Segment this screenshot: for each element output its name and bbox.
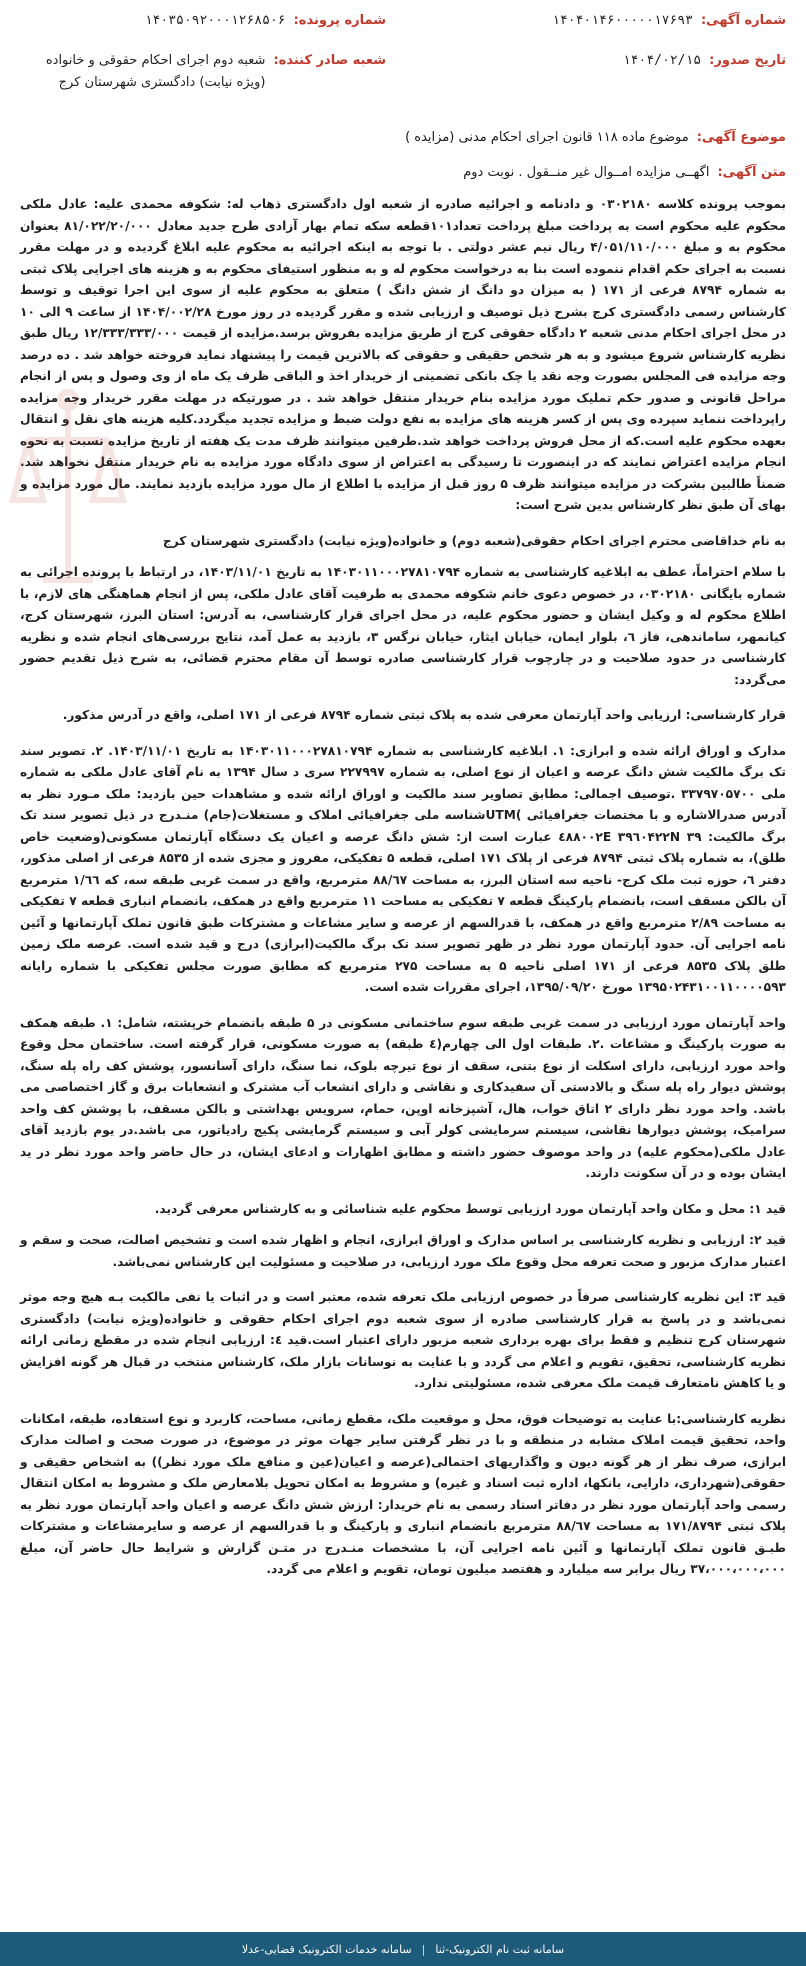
issue-date-row [406,50,786,72]
case-number-value: ۱۴۰۳۵۰۹۲۰۰۰۱۲۶۸۵۰۶ [144,13,286,28]
issue-date-label: تاریخ صدور: [709,53,786,68]
footer-bar [0,1932,806,1966]
meta-left-column [20,10,386,112]
expert-opinion-paragraph: نظریه کارشناسی:با عنایت به توضیحات فوق، محل و موقعیت ملک، مقطع زمانی، مساحت، کاربرد و نوع استفاده، طبقه، امکانات واحد، تحقیق قیمت املاک مشابه در منطقه و با در نظر گرفتن سایر جهات موثر در موضوع، در صورت صحت و اصالت مدارک ابرازی، صرف نظر از هر گونه دیون و واگذاریهای احتمالی(عرصه و اعیان(عین و منافع ملک مورد نظر)) به اشخاص حقیقی و حقوقی(شهرداری، دارایی، بانکها، اداره ثبت اسناد و غیره) و مشروط به امکان تحویل بلامعارض ملک و مشروط به امکان انتقال رسمی واحد آپارتمان مورد نظر در دفاتر اسناد رسمی به نام خریدار: ارزش شش دانگ عرصه و اعیان واحد آپارتمان مورد نظر به پلاک ثبتی ۱۷۱/۸۷۹۴ به مساحت ۸۸/٦۷ مترمربع بانضمام انباری و پارکینگ و با قدرالسهم از عرصه و سایرمشاعات و مشترکات طبـق قانون تملک آپارتمانها و آئین نامه اجرایی آن، با مشخصات منـدرج در متـن گزارش و شرایط حال حاضر آن، مبلغ ۳۷،۰۰۰،۰۰۰،۰۰۰ ریال برابر سه میلیارد و هفتصد میلیون تومان، تقویم و اعلام می گردد. [20,1411,786,1576]
auction-paragraph: بموجب پرونده کلاسه ۰۳۰۲۱۸۰ و دادنامه و اجرائیه صادره از شعبه اول دادگستری ذهاب له: شکوفه محمدی علیه: عادل ملکی محکوم علیه محکوم است به پرداخت مبلغ پرداخت تعداد۱۰۱قطعه سکه تمام بهار آزادی طرح جدید معادل ۸۱/۰۲۲/۲۰/۰۰۰ بعنوان محکوم به و مبلغ ۴/۰۵۱/۱۱۰/۰۰۰ ریال نیم عشر دولتی . با توجه به اینکه اجرائیه به محکوم علیه ابلاغ گردیده و در مهلت مقرر نسبت به اجرای حکم اقدام ننموده است بنا به درخواست محکوم له و به منظور استیفای محکوم به و هزینه های اجرایی پلاک ثبتی به شماره ۸۷۹۴ فرعی از ۱۷۱ ( به میزان دو دانگ از شش دانگ ) متعلق به محکوم علیه از سوی این اجرا توقیف و توسط کارشناس رسمی دادگستری کرج بشرح ذیل توصیف و ارزیابی شده و مقرر گردیده در روز مورخ ۱۴۰۴/۰۰۲/۲۸ از ساعت ۹ الی ۱۰ در محل اجرای احکام مدنی شعبه ۲ دادگاه حقوقی کرج از طریق مزایده بفروش برسد.مزایده از قیمت ۱۲/۳۳۳/۳۳۳/۰۰۰ ریال طبق نظریه کارشناس شروع میشود و به هر شخص حقیقی و حقوقی که بالاترین قیمت را پیشنهاد نماید فروخته خواهد شد . ده درصد وجه مزایده فی المجلس بصورت وجه نقد یا چک بانکی تضمینی از خریدار اخذ و الباقی ظرف یک ماه از وی وصول و پس از انجام مراحل قانونی و صدور حکم تملیک مورد مزایده بنام خریدار منتقل خواهد شد . در صورتیکه در مهلت مقرر خریدار وجه مزایده راپرداخت ننماید سپرده وی پس از کسر هزینه های مزایده به نفع دولت ضبط و مزایده تجدید میگردد.کلیه هزینه های نقل و انتقال بعهده محکوم علیه است.که از محل فروش پرداخت خواهد شد.طرفین میتوانند ظرف مدت یک هفته از تاریخ مزایده نسبت به نحوه انجام مزایده اعتراض نمایند که در اینصورت تا رسیدگی به اعتراض از سوی دادگاه مورد مزایده به نام خریدار منتقل نخواهد شد. ضمناً طالبین بشرکت در مزایده میتوانند ظرف ۵ روز قبل از مزایده با اطلاع از مال مورد مزایده بازدید نمایند. مال مورد مزایده و بهای آن طبق نظر کارشناس بدین شرح است: [20,197,787,512]
subject-value: موضوع ماده ۱۱۸ قانون اجرای احکام مدنی (مزایده ) [405,130,689,145]
expert-intro-paragraph: با سلام احتراماً، عطف به ابلاغیه کارشناسی به شماره ۱۴۰۳۰۱۱۰۰۰۲۷۸۱۰۷۹۴ به تاریخ ۱۴۰۳/۱۱/۰۱، در ارتباط با پرونده اجرائی به شماره بایگانی ۰۳۰۲۱۸۰، در خصوص دعوی خانم شکوفه محمدی به طرفیت آقای عادل ملکی، پس از انجام هماهنگی های لازم، با اطلاع محکوم له و وکیل ایشان و حضور محکوم علیه، در محل اجرای قرار کارشناسی، به آدرس: استان البرز، شهرستان کرج، کیانمهر، ساماندهی، فاز ٦، بلوار ایمان، خیابان ایثار، خیابان نرگس ۳، بازدید به عمل آمد، نتایج بررسی‌های انجام شده و نظریه کارشناسی در حدود صلاحیت و در چارچوب قرار کارشناسی صادره توسط آن مقام محترم قضائی، به شرح ذیل تقدیم حضور می‌گردد: [20,565,787,687]
ad-number-label: شماره آگهی: [700,13,786,28]
ad-meta [20,10,786,128]
meta-right-column [406,10,786,90]
subject-label: موضوع آگهی: [696,130,786,145]
case-number-row [20,10,386,32]
issuer-label: شعبه صادر کننده: [273,53,386,68]
expert-greeting: به نام خداقاضی محترم اجرای احکام حقوقی(شعبه دوم) و خانواده(ویژه نیابت) دادگستری شهرستان کرج [162,533,786,548]
issue-date-value: ۱۴۰۴/۰۲/۱۵ [622,53,702,68]
issuer-value: شعبه دوم اجرای احکام حقوقی و خانواده (ویژه نیابت) دادگستری شهرستان کرج [45,53,266,90]
body-title-row [20,165,786,180]
condition-2-paragraph: قید ۲: ارزیابی و نظریه کارشناسی بر اساس مدارک و اوراق ابرازی، انجام و اظهار شده است و تشخیص اصالت، صحت و سقم و اعتبار مدارک مزبور و صحت تعرفه محل وقوع ملک مورد ارزیابی، در صلاحیت و مسئولیت این کارشناس نمی‌باشد. [20,1233,786,1269]
footer-separator: | [421,1942,426,1956]
case-number-label: شماره پرونده: [293,13,386,28]
ad-number-value: ۱۴۰۴۰۱۴۶۰۰۰۰۰۱۷۶۹۳ [552,13,693,28]
body-label: متن آگهی: [717,165,786,180]
ad-body [20,194,786,1581]
footer-right-link[interactable]: سامانه ثبت نام الکترونیک-ثنا [435,1942,565,1956]
condition-3-4-paragraph: قید ۳: این نظریه کارشناسی صرفاً در خصوص ارزیابی ملک تعرفه شده، معتبر است و در اثبات یا نفی مالکیت بـه هیچ وجه موثر نمی‌باشد و در پاسخ به قرار کارشناسی صادره از سوی شعبه دوم اجرای احکام حقوقی و خانواده(ویژه نیابت) دادگستری شهرستان کرج تنظیم و فقط برای بهره برداری شعبه مزبور دارای اعتبار است.قید ٤: ارزیابی انجام شده در مقطع زمانی ارائه نظریه کارشناسی، تحقیق، تقویم و اعلام می گردد و با عنایت به نوسانات بازار ملک، کارشناس منتخب در قبال هر گونه افزایش و یا کاهش نامتعارف قیمت ملک معرفی شده، مسئولیتی ندارد. [20,1290,787,1390]
subject-row [20,130,786,145]
issuer-row [20,50,386,94]
footer-left-link[interactable]: سامانه خدمات الکترونیک قضایی-عدلا [241,1942,412,1956]
documents-paragraph: مدارک و اوراق ارائه شده و ابرازی: ۱. ابلاغیه کارشناسی به شماره ۱۴۰۳۰۱۱۰۰۰۲۷۸۱۰۷۹۴ به تاریخ ۱۴۰۳/۱۱/۰۱. ۲. تصویر سند تک برگ مالکیت شش دانگ عرصه و اعیان از نوع اصلی، به شماره ۲۲۷۹۹۷ سری د سال ۱۳۹۴ به نام آقای عادل ملکی به شماره ملی ۳۳۷۹۷۰۵۷۰۰ .توصیف اجمالی: مطابق تصاویر سند مالکیت و اوراق ارائه شده و مشاهدات حین بازدید: ملک مـورد نظر به آدرس صدرالاشاره و با مختصات جغرافیائی )UTMشناسه ملی جغرافیائی املاک و مستغلات(جام) منـدرج در ذیل تصویر سند تک برگ مالکیت: ۳۹ ۳۹٦۰۴۲۲N ٤۸۸۰۰۲E عبارت است از: شش دانگ عرصه و اعیان یک دستگاه آپارتمان مسکونی(وضعیت خاص طلق)، به شماره پلاک ثبتی ۸۷۹۴ فرعی از پلاک ۱۷۱ اصلی، قطعه ۵ تفکیکی، مفروز و مجزی شده از ۸۵۳۵ فرعی از اصلی مذکور، دفتر ٦، حوزه ثبت ملک کرج- ناحیه سه استان البرز، به مساحت ۸۸/٦۷ مترمربع، واقع در سمت غربی طبقه سه، که ۱/٦٦ مترمربع آن بالکن مسقف است، بانضمام پارکینگ قطعه ۷ تفکیکی به مساحت ۱۱ مترمربع واقع در همکف، بانضمام انباری قطعه ۷ تفکیکی به مساحت ۲/۸۹ مترمربع واقع در همکف، با قدرالسهم از عرصه و سایر مشاعات و مشترکات طبق قانون تملک آپارتمانها و آئین نامه اجرایی آن. حدود آپارتمان مورد نظر در ظهر تصویر سند تک برگ مالکیت(ابرازی) درج و قید شده است. عرصه ملک زمین طلق پلاک ۸۵۳۵ فرعی از ۱۷۱ اصلی ناحیه ۵ به مساحت ۲۷۵ مترمربع که مطابق صورت مجلس تفکیکی با شماره رایانه ۱۳۹۵۰۲۴۳۱۰۰۱۱۰۰۰۰۵۹۳ مورخ ۱۳۹۵/۰۹/۲۰، اجرای مقررات شده است. [20,743,787,994]
body-title: اگهــی مزایده امــوال غیر منــقول . نوبت دوم [463,165,710,180]
property-description-paragraph: واحد آپارتمان مورد ارزیابی در سمت غربی طبقه سوم ساختمانی مسکونی در ۵ طبقه بانضمام خرپشته، شامل: ۱. طبقه همکف به صورت پارکینگ و مشاعات .۲. طبقات اول الی چهارم(٤ طبقه) به صورت مسکونی، قرار گرفته است. ساختمان محل وقوع واحد مورد ارزیابی، دارای اسکلت از نوع بتنی، سقف از نوع تیرچه بلوک، نما سنگ، دارای آسانسور، پوشش کف راه پله سنگ، پوشش دیوار راه پله سنگ و بالادستی آن سفیدکاری و نقاشی و دارای انشعاب آب مشترک و انشعابات برق و گاز اختصاصی می باشد. واحد مورد نظر دارای ۲ اتاق خواب، هال، آشپزخانه اوپن، حمام، سرویس بهداشتی و بالکن مسقف، با پوشش کف واحد سرامیک، پوشش دیوارها نقاشی، سیستم سرمایشی کولر آبی و سیستم گرمایشی پکیج رادیاتور، می باشد.در یوم بازدید آقای عادل ملکی(محکوم علیه) در واحد موصوف حضور داشته و مطابق اظهارات و ادعای ایشان، در حال حاضر واحد مورد نظر در ید ایشان بوده و در آن سکونت دارند. [20,1015,786,1180]
expert-order-paragraph: قرار کارشناسی: ارزیابی واحد آپارتمان معرفی شده به پلاک ثبتی شماره ۸۷۹۴ فرعی از ۱۷۱ اصلی، واقع در آدرس مذکور. [62,708,786,722]
condition-1-paragraph: قید ۱: محل و مکان واحد آپارتمان مورد ارزیابی توسط محکوم علیه شناسائی و به کارشناس معرفی گردید. [154,1201,786,1216]
ad-number-row [406,10,786,32]
